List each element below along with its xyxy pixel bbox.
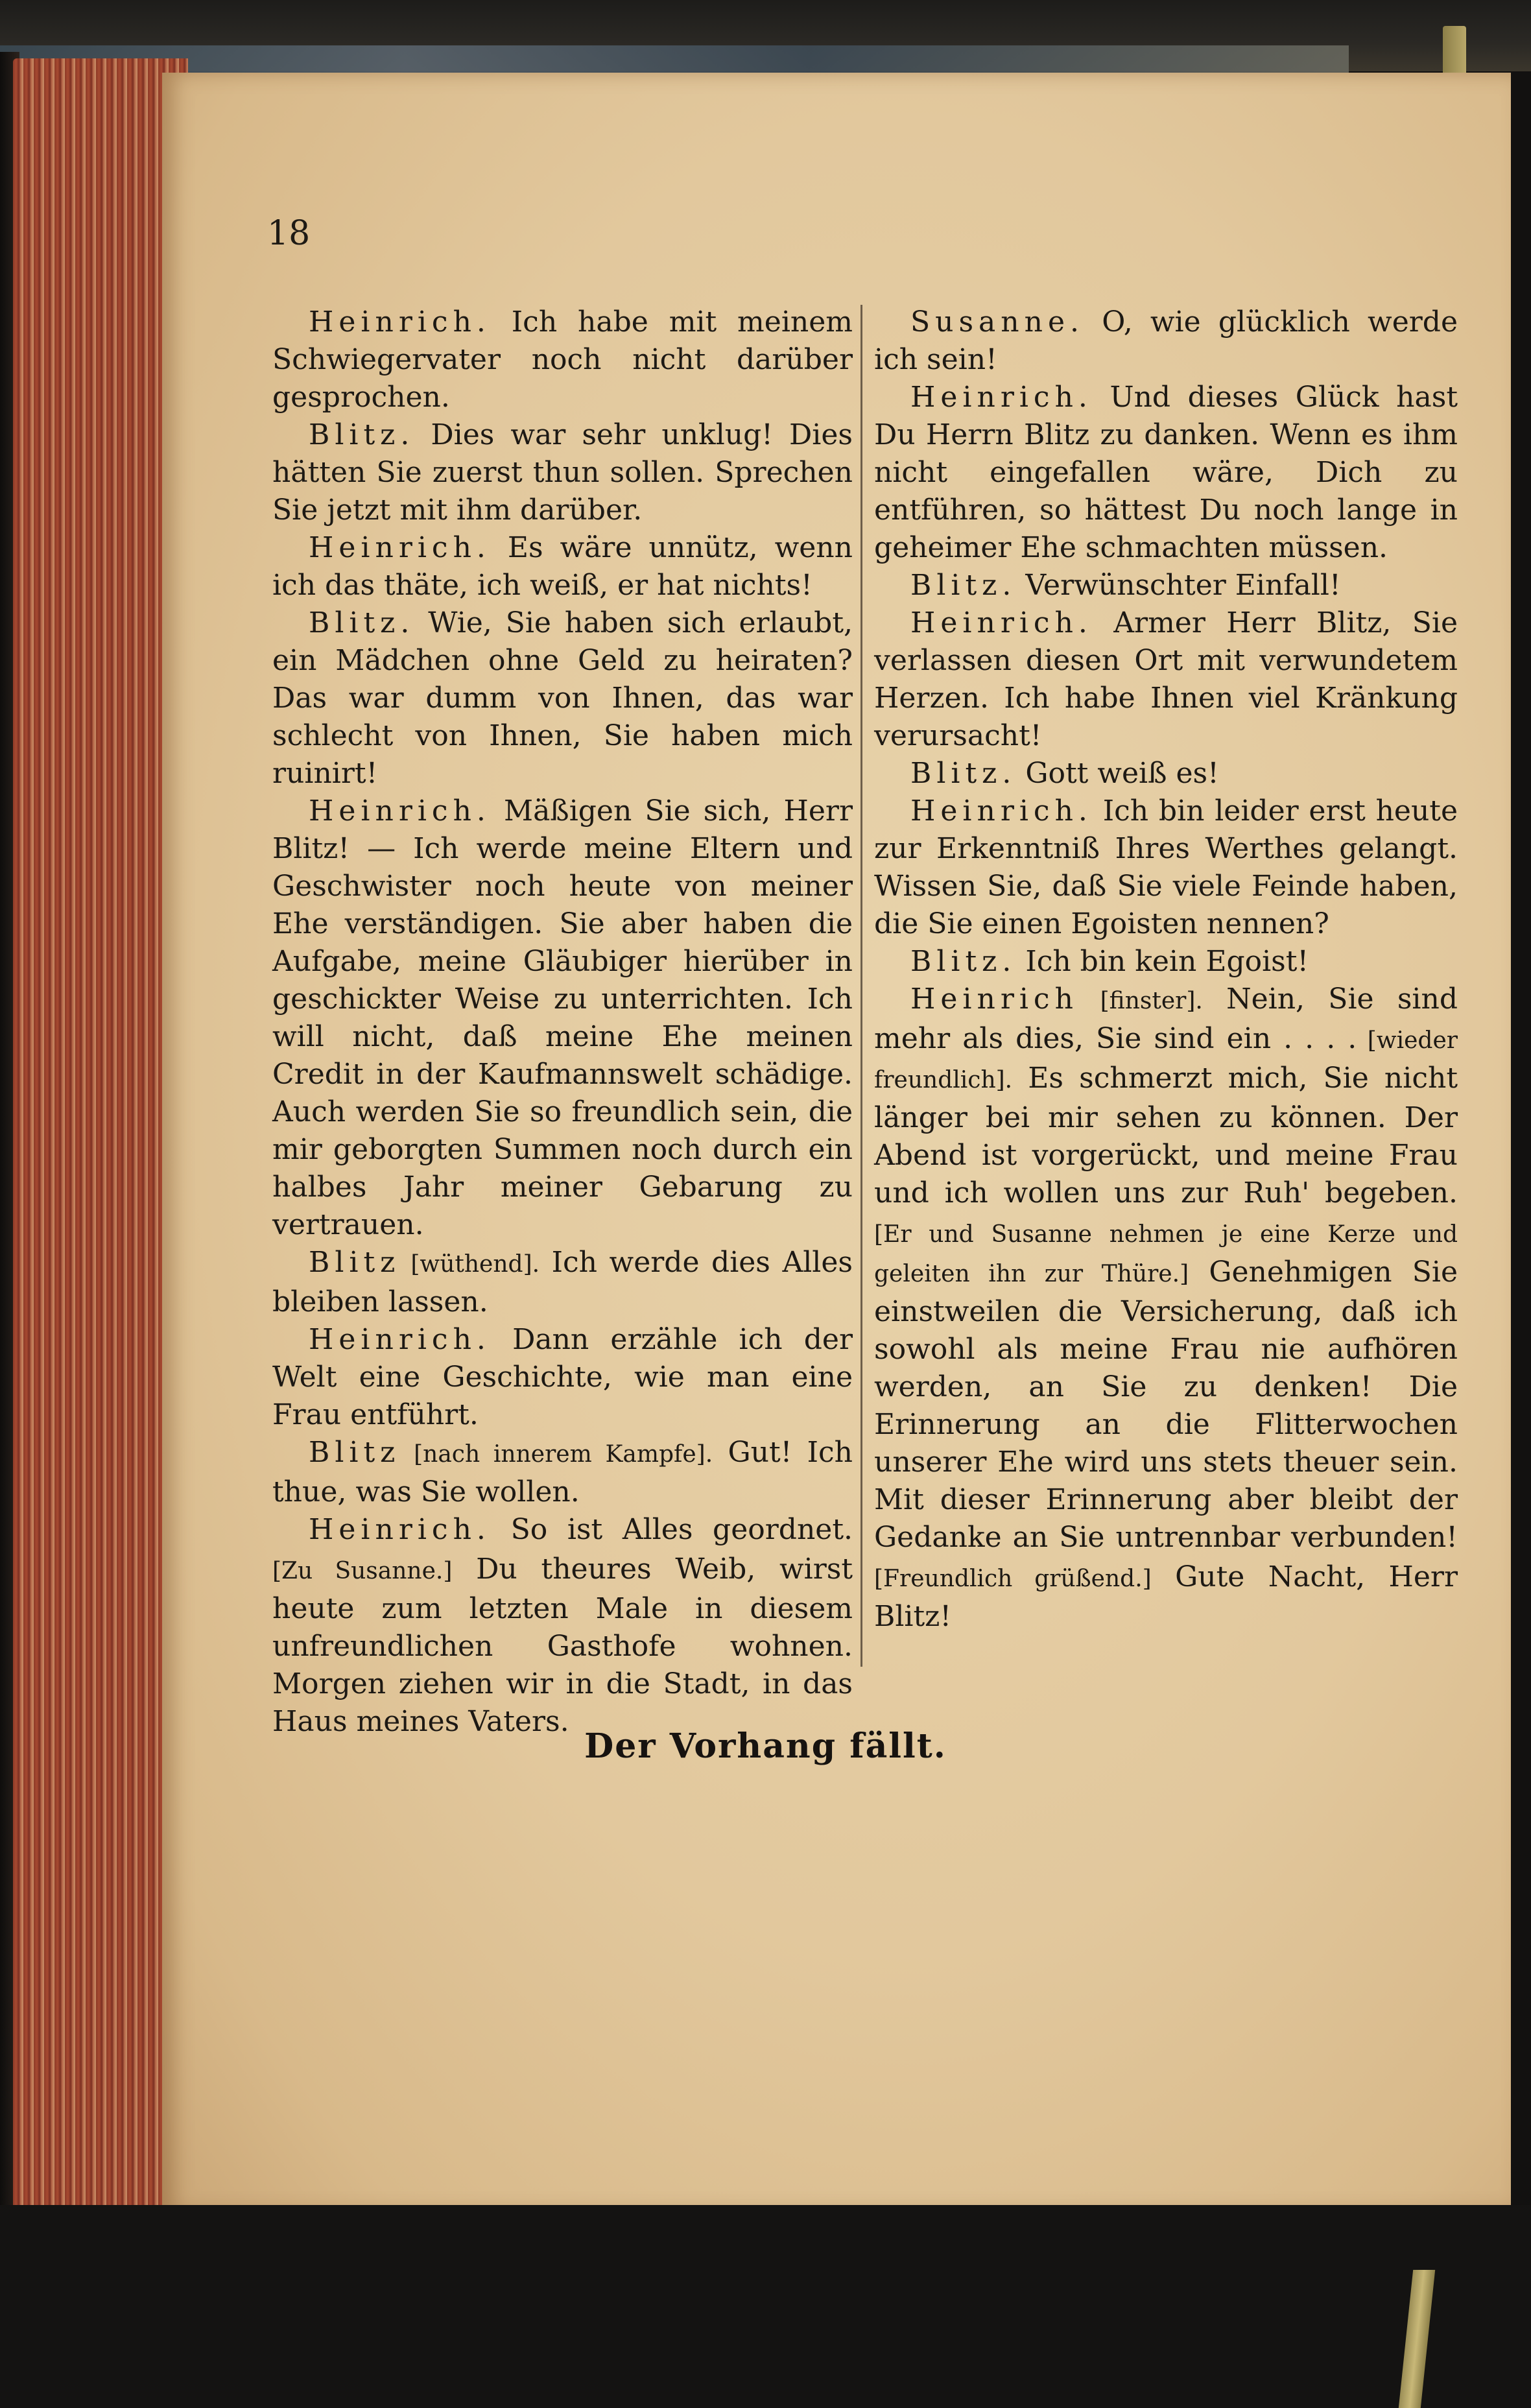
dialogue-line: Blitz. Dies war sehr unklug! Dies hätten Sie zuerst thun sollen. Sprechen Sie jetzt mit ihm darüber. [272, 418, 853, 527]
speaker: Blitz. [910, 569, 1017, 602]
dialogue-line: Heinrich. So ist Alles geordnet. [Zu Susanne.] Du theures Weib, wirst heute zum letzten Male in diesem unfreundlichen Gasthofe wohnen. Morgen ziehen wir in die Stadt, in das Haus meines Vaters. [272, 1513, 853, 1738]
right-column [874, 304, 1458, 1636]
dialogue-line: Susanne. O, wie glücklich werde ich sein! [874, 305, 1458, 376]
speaker: Blitz. [910, 757, 1017, 790]
speaker: Heinrich [910, 983, 1078, 1016]
dialogue-line: Heinrich. Es wäre unnütz, wenn ich das thäte, ich weiß, er hat nichts! [272, 531, 853, 602]
speaker: Blitz [309, 1436, 401, 1469]
speaker: Heinrich. [309, 305, 491, 339]
speaker: Heinrich. [309, 1323, 491, 1356]
speaker: Blitz [309, 1246, 401, 1279]
dialogue-line: Heinrich. Dann erzähle ich der Welt eine Geschichte, wie man eine Frau entführt. [272, 1323, 853, 1431]
dialogue-line: Heinrich. Ich habe mit meinem Schwiegervater noch nicht darüber gesprochen. [272, 305, 853, 414]
left-column [272, 304, 853, 1741]
book-cover-bottom [0, 2205, 1531, 2408]
speaker: Heinrich. [309, 1513, 491, 1546]
speaker: Heinrich. [910, 381, 1093, 414]
dialogue-line: Blitz. Verwünschter Einfall! [910, 569, 1341, 602]
dialogue-line: Heinrich. Und dieses Glück hast Du Herrn Blitz zu danken. Wenn es ihm nicht eingefallen wäre, Dich zu entführen, so hättest Du noch lange in geheimer Ehe schmachten müssen. [874, 381, 1458, 564]
speaker: Heinrich. [910, 606, 1093, 639]
speaker: Blitz. [910, 945, 1017, 978]
speaker: Heinrich. [309, 531, 491, 564]
column-divider [860, 305, 862, 1667]
page-number: 18 [267, 214, 311, 253]
speaker: Blitz. [309, 606, 415, 639]
dialogue-line: Heinrich. Ich bin leider erst heute zur Erkenntniß Ihres Werthes gelangt. Wissen Sie, daß Sie viele Feinde haben, die Sie einen Egoisten nennen? [874, 794, 1458, 940]
speaker: Heinrich. [910, 794, 1093, 828]
stage-direction: [nach innerem Kampfe]. [400, 1441, 713, 1468]
speaker: Heinrich. [309, 794, 491, 828]
dialogue-line: Heinrich [finster]. Nein, Sie sind mehr als dies, Sie sind ein . . . . [wieder freundlich]. Es schmerzt mich, Sie nicht länger bei mir sehen zu können. Der Abend ist vorgerückt, und meine Frau und ich wollen uns zur Ruh' begeben. [Er und Susanne nehmen je eine Kerze und geleiten ihn zur Thüre.] Genehmigen Sie einstweilen die Versicherung, daß ich sowohl als meine Frau nie aufhören werden, an Sie zu denken! Die Erinnerung an die Flitterwochen unserer Ehe wird uns stets theuer sein. Mit dieser Erinnerung aber bleibt der Gedanke an Sie untrennbar verbunden! [Freundlich grüßend.] Gute Nacht, Herr Blitz! [874, 983, 1458, 1633]
stage-direction: [finster]. [1078, 988, 1203, 1014]
stage-direction: [Freundlich grüßend.] [874, 1566, 1152, 1592]
stage-direction: [Er und Susanne nehmen je eine Kerze und geleiten ihn zur Thüre.] [874, 1221, 1458, 1287]
dialogue-line: Heinrich. Mäßigen Sie sich, Herr Blitz! — Ich werde meine Eltern und Geschwister noch heute von meiner Ehe verständigen. Sie aber haben die Aufgabe, meine Gläubiger hierüber in geschickter Weise zu unterrichten. Ich will nicht, daß meine Ehe meinen Credit in der Kaufmannswelt schädige. Auch werden Sie so freundlich sein, die mir geborgten Summen noch durch ein halbes Jahr meiner Gebarung zu vertrauen. [272, 794, 853, 1241]
stage-direction: [wieder freundlich]. [874, 1027, 1458, 1093]
dialogue-line: Heinrich. Armer Herr Blitz, Sie verlassen diesen Ort mit verwundetem Herzen. Ich habe Ihnen viel Kränkung verursacht! [874, 606, 1458, 752]
cover-cloth-band [0, 45, 1349, 77]
stage-direction: [Zu Susanne.] [272, 1558, 453, 1584]
dialogue-line: Blitz. Gott weiß es! [910, 757, 1219, 790]
speaker: Blitz. [309, 418, 415, 451]
dialogue-line: Blitz. Ich bin kein Egoist! [910, 945, 1309, 978]
stage-direction: [wüthend]. [400, 1251, 540, 1278]
dialogue-line: Blitz [wüthend]. Ich werde dies Alles bleiben lassen. [272, 1246, 853, 1318]
curtain-line: Der Vorhang fällt. [584, 1726, 947, 1766]
speaker: Susanne. [910, 305, 1084, 339]
dialogue-line: Blitz. Wie, Sie haben sich erlaubt, ein Mädchen ohne Geld zu heiraten? Das war dumm von Ihnen, das war schlecht von Ihnen, Sie haben mich ruinirt! [272, 606, 853, 790]
dialogue-line: Blitz [nach innerem Kampfe]. Gut! Ich thue, was Sie wollen. [272, 1436, 853, 1508]
